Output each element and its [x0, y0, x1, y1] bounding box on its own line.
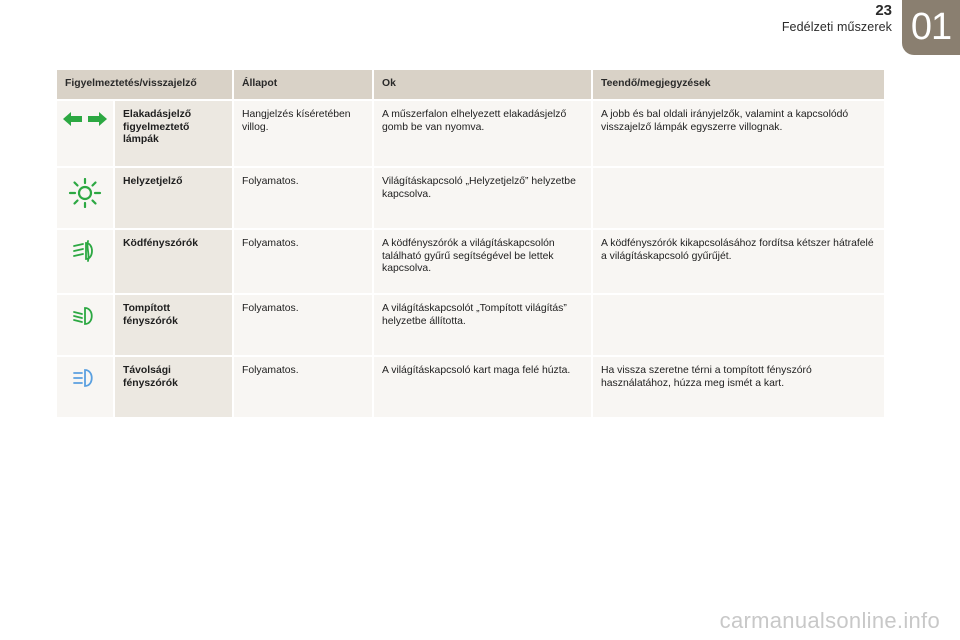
- indicator-icon-cell: [57, 357, 115, 417]
- indicator-action: Ha vissza szeretne térni a tompított fényszóró használatához, húzza meg ismét a kart.: [593, 357, 884, 417]
- indicator-action: A ködfényszórók kikapcsolásához fordítsa kétszer hátrafelé a világításkapcsoló gyűrűjét.: [593, 230, 884, 293]
- chapter-tab: 01: [902, 0, 960, 55]
- indicator-cause: A világításkapcsolót „Tompított világítás” helyzetbe állította.: [374, 295, 593, 355]
- indicator-state: Hangjelzés kíséretében villog.: [234, 101, 374, 166]
- table-row: [57, 295, 884, 355]
- table-header-row: [57, 70, 884, 99]
- indicator-cause: A ködfényszórók a világításkapcsolón található gyűrű segítségével be lettek kapcsolva.: [374, 230, 593, 293]
- indicator-icon-cell: [57, 230, 115, 293]
- indicator-name: Helyzetjelző: [115, 168, 234, 228]
- indicator-action: A jobb és bal oldali irányjelzők, valamint a kapcsolódó visszajelző lámpák egyszerre villognak.: [593, 101, 884, 166]
- indicator-name: Ködfényszórók: [115, 230, 234, 293]
- warning-lamp-table: [57, 68, 884, 419]
- indicator-icon-cell: [57, 295, 115, 355]
- main-beam-icon: [72, 367, 98, 389]
- section-title: Fedélzeti műszerek: [781, 20, 892, 34]
- indicator-cause: A műszerfalon elhelyezett elakadásjelző gomb be van nyomva.: [374, 101, 593, 166]
- table-row: [57, 357, 884, 417]
- indicator-icon-cell: [57, 168, 115, 228]
- foglamp-icon: [72, 240, 98, 262]
- page-number: 23: [875, 2, 892, 19]
- indicator-name: Elakadásjelző figyelmeztető lámpák: [115, 101, 234, 166]
- hazard-arrows-icon: [63, 111, 107, 127]
- column-header-cause: Ok: [374, 70, 593, 99]
- indicator-state: Folyamatos.: [234, 230, 374, 293]
- indicator-state: Folyamatos.: [234, 295, 374, 355]
- indicator-state: Folyamatos.: [234, 357, 374, 417]
- indicator-state: Folyamatos.: [234, 168, 374, 228]
- indicator-cause: Világításkapcsoló „Helyzetjelző” helyzetbe kapcsolva.: [374, 168, 593, 228]
- column-header-indicator: Figyelmeztetés/visszajelző: [57, 70, 234, 99]
- watermark-text: carmanualsonline.info: [719, 608, 940, 633]
- indicator-name: Tompított fényszórók: [115, 295, 234, 355]
- column-header-state: Állapot: [234, 70, 374, 99]
- indicator-icon-cell: [57, 101, 115, 166]
- indicator-action: [593, 168, 884, 228]
- indicator-action: [593, 295, 884, 355]
- sidelamp-icon: [68, 178, 102, 208]
- dipped-beam-icon: [72, 305, 98, 327]
- table-row: [57, 230, 884, 293]
- column-header-action: Teendő/megjegyzések: [593, 70, 884, 99]
- table-row: [57, 168, 884, 228]
- indicator-cause: A világításkapcsoló kart maga felé húzta.: [374, 357, 593, 417]
- table-row: [57, 101, 884, 166]
- indicator-name: Távolsági fényszórók: [115, 357, 234, 417]
